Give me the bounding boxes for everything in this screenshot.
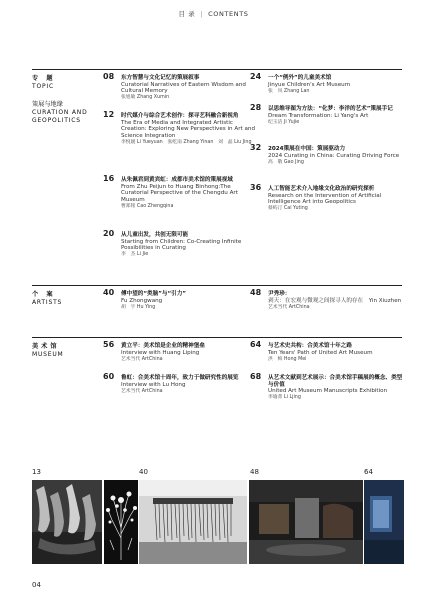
entry-title-zh: 2024策展在中国：策展驱动力 bbox=[268, 146, 346, 152]
entry-title-zh: 从儿童出发，共创无限可能 bbox=[121, 232, 189, 238]
entry-author: 洪 梅 Hong Mei bbox=[268, 356, 307, 362]
entry-page-number: 32 bbox=[250, 143, 262, 152]
section-topic-sub-zh: 策展与地缘 bbox=[32, 101, 63, 108]
toc-entry[interactable] bbox=[103, 229, 258, 259]
entry-title-zh: 从艺术文献到艺术展示：合美术馆手稿展的概念、类型与价值 bbox=[268, 375, 403, 388]
entry-title-en: Research on the Intervention of Artificial Intelligence Art into Geopolitics bbox=[268, 192, 382, 206]
entry-title-en: Dream Transformation: Li Yang's Art bbox=[268, 112, 369, 119]
artists-rule bbox=[32, 285, 402, 286]
toc-entry[interactable] bbox=[250, 103, 405, 126]
toc-entry[interactable] bbox=[250, 372, 405, 402]
entry-title-en: Interview with Huang Liping bbox=[121, 349, 200, 356]
section-artists-en: ARTISTS bbox=[32, 299, 63, 306]
entry-title-zh: 从朱佩君到黄宾虹：成都市美术馆的策展视域 bbox=[121, 177, 233, 183]
photo-sculpture-forms bbox=[32, 480, 102, 564]
entry-title-zh: 以思维导图为方法：“化梦：李洋的艺术”策展手记 bbox=[268, 106, 393, 112]
entry-author: 艺术当代 ArtChina bbox=[121, 388, 163, 394]
entry-title-zh: 鲁虹：合美术馆十周年，致力于做研究性的展览 bbox=[121, 375, 239, 381]
entry-page-number: 12 bbox=[103, 110, 115, 119]
entry-author: 张旭敏 Zhang Xumin bbox=[121, 95, 170, 101]
toc-entry[interactable] bbox=[103, 110, 258, 146]
photo-installation-strands bbox=[139, 480, 247, 564]
entry-title-en: 2024 Curating in China: Curating Driving Force bbox=[268, 152, 400, 159]
entry-title-en: Starting from Children: Co-Creating Infinite Possibilities in Curating bbox=[121, 238, 242, 252]
entry-author: 蔡屿汀 Cai Yuting bbox=[268, 206, 308, 212]
toc-entry[interactable] bbox=[250, 288, 405, 311]
entry-page-number: 40 bbox=[103, 288, 115, 297]
photo-page-number: 48 bbox=[250, 468, 259, 476]
photo-page-number: 40 bbox=[139, 468, 148, 476]
entry-author: 李 杰 Li Jie bbox=[121, 252, 149, 258]
entry-author: 李悦媛 Li Yueyuan 张屹南 Zhang Yinan 刘 晶 Liu Jing bbox=[121, 139, 252, 145]
entry-author: 胡 宇 Hu Ying bbox=[121, 304, 156, 310]
photo-page-number: 13 bbox=[32, 468, 41, 476]
section-museum bbox=[32, 343, 64, 359]
entry-author: 艺术当代 ArtChina bbox=[268, 304, 310, 310]
section-topic-sub-en-1: CURATION AND bbox=[32, 109, 88, 116]
page-folio: 04 bbox=[32, 581, 41, 589]
entry-title-en: United Art Museum Manuscripts Exhibition bbox=[268, 388, 388, 395]
entry-title-zh: 人工智能艺术介入地缘文化政治的研究探析 bbox=[268, 186, 375, 192]
entry-page-number: 36 bbox=[250, 183, 262, 192]
entry-page-number: 64 bbox=[250, 340, 262, 349]
header-en: CONTENTS bbox=[208, 10, 249, 18]
entry-title-zh: 黄立平：美术馆是企业的精神堡垒 bbox=[121, 343, 205, 349]
topic-rule bbox=[32, 69, 402, 70]
entry-page-number: 48 bbox=[250, 288, 262, 297]
section-artists bbox=[32, 291, 62, 307]
entry-page-number: 68 bbox=[250, 372, 262, 381]
entry-page-number: 08 bbox=[103, 72, 115, 81]
entry-page-number: 60 bbox=[103, 372, 115, 381]
entry-title-en: 剥天：在宏观与微观之间探寻人的存在 Yin Xiuzhen bbox=[268, 297, 402, 304]
section-topic-sub-en-2: GEOPOLITICS bbox=[32, 117, 81, 124]
entry-title-zh: 东方智慧与文化记忆的策展叙事 bbox=[121, 75, 200, 81]
entry-author: 纪玉洁 Ji Yujie bbox=[268, 119, 300, 125]
entry-page-number: 16 bbox=[103, 174, 115, 183]
header-zh: 目 录 bbox=[178, 10, 196, 18]
section-topic-en: TOPIC bbox=[32, 83, 54, 90]
entry-page-number: 28 bbox=[250, 103, 262, 112]
section-museum-zh: 美术馆 bbox=[32, 343, 60, 350]
entry-title-zh: 傅中望的“类脑”与“引力” bbox=[121, 291, 187, 297]
section-museum-en: MUSEUM bbox=[32, 351, 64, 358]
section-artists-zh: 个 案 bbox=[32, 291, 56, 298]
toc-entry[interactable] bbox=[250, 340, 405, 363]
toc-entry[interactable] bbox=[250, 72, 405, 95]
entry-title-zh: 一个“例外”的儿童美术馆 bbox=[268, 75, 332, 81]
entry-title-zh: 时代媒介与综合艺术创作：探寻艺科融合新视角 bbox=[121, 113, 239, 119]
entry-author: 李瑜菁 Li Ljing bbox=[268, 395, 301, 401]
contents-header: 目 录 | CONTENTS bbox=[178, 10, 249, 18]
entry-page-number: 24 bbox=[250, 72, 262, 81]
entry-page-number: 20 bbox=[103, 229, 115, 238]
toc-entry[interactable] bbox=[103, 174, 258, 210]
entry-author: 高 敬 Gao Jing bbox=[268, 159, 304, 165]
entry-title-en: Curatorial Narratives of Eastern Wisdom and Cultural Memory bbox=[121, 81, 246, 95]
photo-page-number: 64 bbox=[364, 468, 373, 476]
entry-title-en: Fu Zhongwang bbox=[121, 297, 163, 304]
entry-author: 张 岚 Zhang Lan bbox=[268, 88, 310, 94]
entry-title-en: Jinyue Children's Art Museum bbox=[268, 81, 351, 88]
entry-title-zh: 与艺术史共构：合美术馆十年之路 bbox=[268, 343, 352, 349]
entry-author: 曹郑铭 Cao Zhengqina bbox=[121, 203, 174, 209]
photo-blue-room bbox=[364, 480, 404, 564]
section-topic bbox=[32, 75, 88, 125]
entry-title-en: From Zhu Peijun to Huang Binhong:The Curatorial Perspective of the Chengdu Art Museum bbox=[121, 183, 238, 203]
entry-title-en: The Era of Media and Integrated Artistic Creation: Exploring New Perspectives in Art and Science Integration bbox=[121, 119, 255, 139]
photo-white-tree bbox=[104, 480, 138, 564]
toc-entry[interactable] bbox=[250, 183, 405, 213]
entry-title-en: Ten Years' Path of United Art Museum bbox=[268, 349, 373, 356]
entry-title-zh: 尹秀珍： bbox=[268, 291, 291, 297]
entry-author: 艺术当代 ArtChina bbox=[121, 356, 163, 362]
entry-page-number: 56 bbox=[103, 340, 115, 349]
toc-entry[interactable] bbox=[250, 143, 405, 166]
entry-title-en: Interview with Lu Hong bbox=[121, 381, 186, 388]
museum-rule bbox=[32, 337, 402, 338]
photo-gallery-dark bbox=[249, 480, 363, 564]
section-topic-zh: 专 题 bbox=[32, 75, 56, 82]
